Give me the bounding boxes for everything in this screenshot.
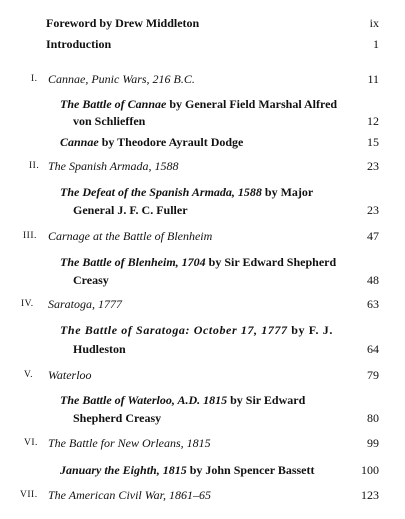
- section-entry: The Battle of Saratoga: October 17, 1777 by F. J.: [60, 323, 333, 337]
- chapter-page: 11: [367, 72, 379, 86]
- section-page: 15: [367, 135, 379, 149]
- section-entry: The Battle of Blenheim, 1704 by Sir Edward Shepherd: [60, 255, 337, 269]
- chapter-title: The Battle for New Orleans, 1815: [48, 436, 211, 450]
- chapter-numeral: VII.: [20, 490, 38, 500]
- chapter-numeral: IV.: [21, 299, 34, 309]
- section-page: 23: [367, 203, 379, 217]
- section-page: 12: [367, 114, 379, 128]
- section-page: 80: [367, 411, 379, 425]
- front-entry-page: ix: [369, 16, 379, 30]
- chapter-page: 23: [367, 159, 379, 173]
- chapter-page: 99: [367, 436, 379, 450]
- chapter-numeral: II.: [29, 161, 40, 171]
- section-entry-continuation: Creasy: [73, 273, 109, 287]
- front-entry-page: 1: [373, 37, 379, 51]
- front-entry-title: Introduction: [46, 37, 112, 51]
- section-entry-continuation: Hudleston: [73, 342, 126, 356]
- front-entry-title: Foreword by Drew Middleton: [46, 16, 200, 30]
- chapter-title: Carnage at the Battle of Blenheim: [48, 229, 213, 243]
- chapter-title: Saratoga, 1777: [48, 297, 123, 311]
- chapter-page: 63: [367, 297, 379, 311]
- chapter-numeral: I.: [31, 74, 38, 84]
- section-entry-continuation: General J. F. C. Fuller: [73, 203, 188, 217]
- section-page: 48: [367, 273, 379, 287]
- section-entry: January the Eighth, 1815 by John Spencer Bassett: [60, 463, 315, 477]
- chapter-title: Cannae, Punic Wars, 216 B.C.: [48, 72, 195, 86]
- section-entry-continuation: Shepherd Creasy: [73, 411, 162, 425]
- section-entry-continuation: von Schlieffen: [73, 114, 146, 128]
- chapter-page: 123: [361, 488, 379, 502]
- section-page: 64: [367, 342, 379, 356]
- chapter-numeral: III.: [23, 231, 37, 241]
- chapter-title: The American Civil War, 1861–65: [48, 488, 212, 502]
- section-page: 100: [361, 463, 379, 477]
- chapter-title: Waterloo: [48, 368, 92, 382]
- chapter-page: 47: [367, 229, 379, 243]
- chapter-numeral: VI.: [24, 438, 38, 448]
- section-entry: Cannae by Theodore Ayrault Dodge: [60, 135, 244, 149]
- chapter-page: 79: [367, 368, 379, 382]
- chapter-numeral: V.: [24, 370, 34, 380]
- section-entry: The Battle of Cannae by General Field Marshal Alfred: [60, 97, 338, 111]
- chapter-title: The Spanish Armada, 1588: [48, 159, 179, 173]
- section-entry: The Defeat of the Spanish Armada, 1588 by Major: [60, 185, 314, 199]
- section-entry: The Battle of Waterloo, A.D. 1815 by Sir Edward: [60, 393, 306, 407]
